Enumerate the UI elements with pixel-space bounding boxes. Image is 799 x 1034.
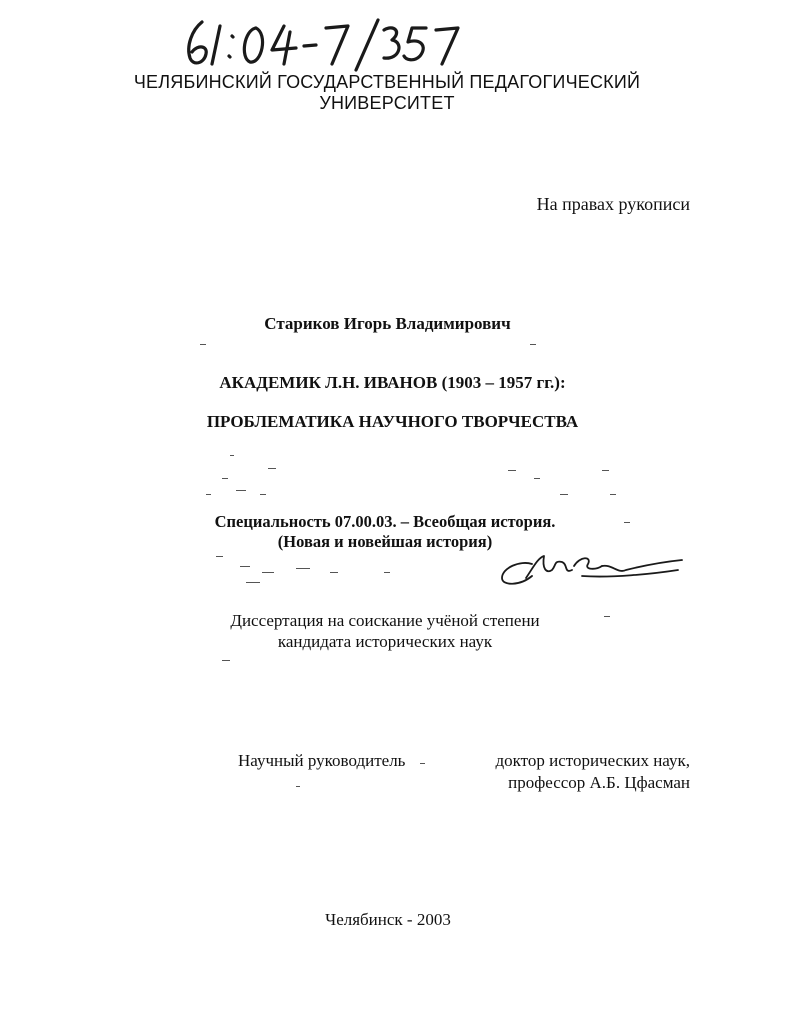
- specialty-line2: (Новая и новейшая история): [277, 532, 493, 551]
- degree-line2: кандидата исторических наук: [277, 632, 493, 651]
- dissertation-title-line2: ПРОБЛЕМАТИКА НАУЧНОГО ТВОРЧЕСТВА: [206, 412, 579, 431]
- author-signature: [492, 548, 687, 592]
- supervisor-name: профессор А.Б. Цфасман: [508, 773, 690, 792]
- supervisor-degree: доктор исторических наук,: [495, 751, 690, 770]
- supervisor-label: Научный руководитель: [238, 751, 406, 770]
- dissertation-title-line1: АКАДЕМИК Л.Н. ИВАНОВ (1903 – 1957 гг.):: [219, 373, 566, 392]
- degree-line1: Диссертация на соискание учёной степени: [230, 611, 540, 630]
- university-name: ЧЕЛЯБИНСКИЙ ГОСУДАРСТВЕННЫЙ ПЕДАГОГИЧЕСКИЙ УНИВЕРСИТЕТ: [133, 72, 641, 113]
- author-name: Стариков Игорь Владимирович: [264, 314, 511, 333]
- handwritten-catalog-code: [180, 14, 470, 74]
- city-year: Челябинск - 2003: [325, 910, 451, 929]
- specialty-line1: Специальность 07.00.03. – Всеобщая история.: [214, 512, 556, 531]
- rights-note: На правах рукописи: [536, 194, 690, 214]
